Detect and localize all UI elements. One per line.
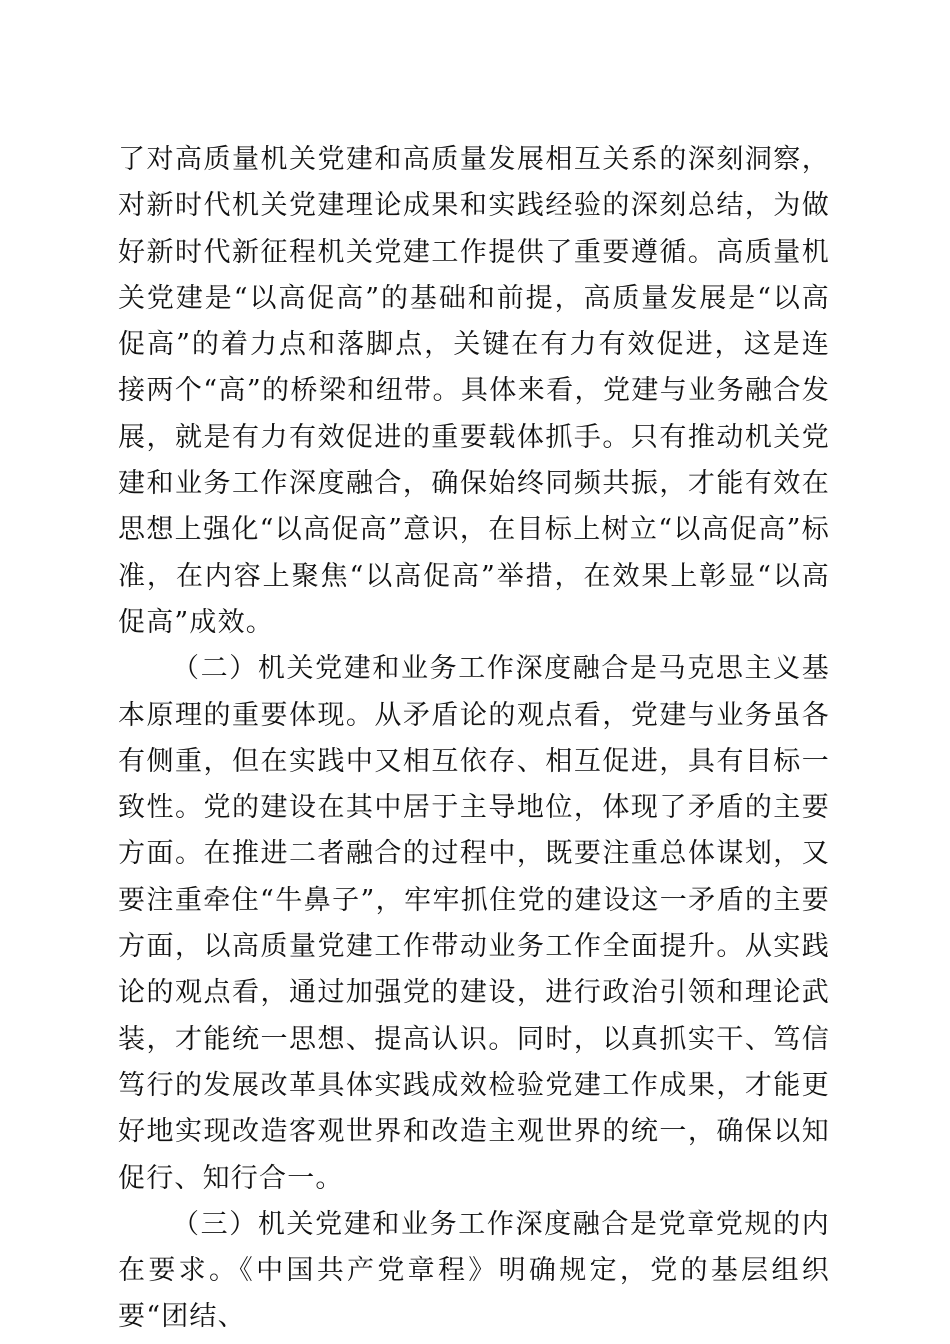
paragraph-section-2: （二）机关党建和业务工作深度融合是马克思主义基本原理的重要体现。从矛盾论的观点看，党建与业务虽各有侧重，但在实践中又相互依存、相互促进，具有目标一致性。党的建设在其中居于主导地位，体现了矛盾的主要方面。在推进二者融合的过程中，既要注重总体谋划，又要注重牵住“牛鼻子”，牢牢抓住党的建设这一矛盾的主要方面，以高质量党建工作带动业务工作全面提升。从实践论的观点看，通过加强党的建设，进行政治引领和理论武装，才能统一思想、提高认识。同时，以真抓实干、笃信笃行的发展改革具体实践成效检验党建工作成果，才能更好地实现改造客观世界和改造主观世界的统一，确保以知促行、知行合一。 bbox=[118, 653, 830, 1194]
document-body bbox=[118, 137, 830, 1341]
paragraph-section-3: （三）机关党建和业务工作深度融合是党章党规的内在要求。《中国共产党章程》明确规定，党的基层组织要“团结、 bbox=[118, 1208, 830, 1333]
paragraph-continuation: 了对高质量机关党建和高质量发展相互关系的深刻洞察，对新时代机关党建理论成果和实践经验的深刻总结，为做好新时代新征程机关党建工作提供了重要遵循。高质量机关党建是“以高促高”的基础和前提，高质量发展是“以高促高”的着力点和落脚点，关键在有力有效促进，这是连接两个“高”的桥梁和纽带。具体来看，党建与业务融合发展，就是有力有效促进的重要载体抓手。只有推动机关党建和业务工作深度融合，确保始终同频共振，才能有效在思想上强化“以高促高”意识，在目标上树立“以高促高”标准，在内容上聚焦“以高促高”举措，在效果上彰显“以高促高”成效。 bbox=[118, 144, 830, 638]
